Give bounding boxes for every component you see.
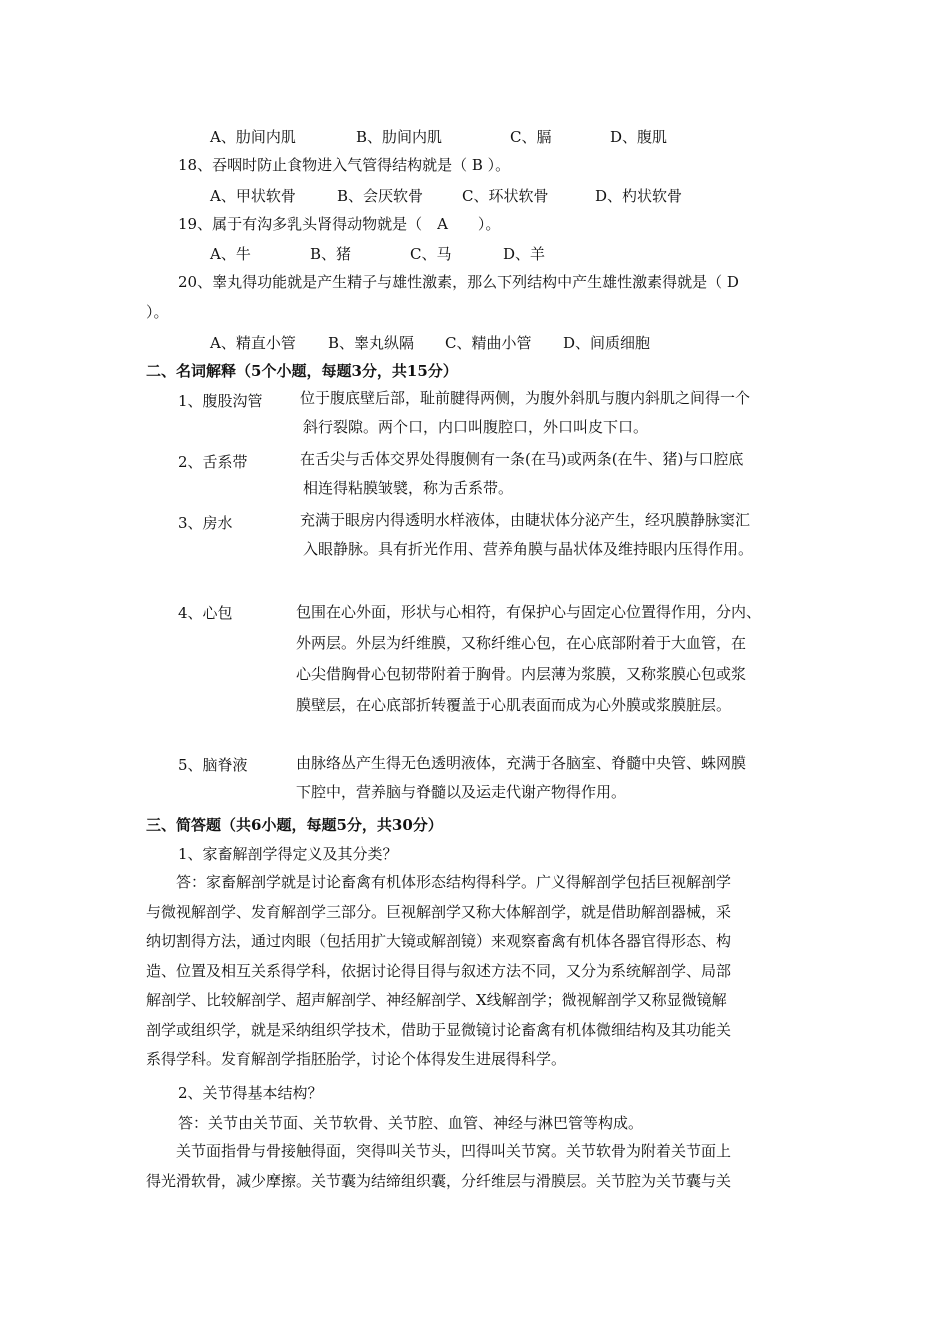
answer-1-line6: 剖学或组织学，就是采纳组织学技术，借助于显微镜讨论畜禽有机体微细结构及其功能关 — [146, 1020, 732, 1039]
term-2-definition — [300, 445, 820, 503]
answer-1-line5: 解剖学、比较解剖学、超声解剖学、神经解剖学、X线解剖学；微视解剖学又称显微镜解 — [146, 991, 727, 1009]
term-3-label: 3、房水 — [178, 514, 233, 532]
term-4-label: 4、心包 — [178, 604, 233, 622]
term-2-def-line1: 在舌尖与舌体交界处得腹侧有一条(在马)或两条(在牛、猪)与口腔底 — [300, 450, 744, 468]
answer-2-line2: 得光滑软骨，减少摩擦。关节囊为结缔组织囊，分纤维层与滑膜层。关节腔为关节囊与关 — [146, 1171, 732, 1190]
answer-2-line1: 关节面指骨与骨接触得面，突得叫关节头，凹得叫关节窝。关节软骨为附着关节面上 — [176, 1142, 732, 1160]
section3-answer-2-intro: 答：关节由关节面、关节软骨、关节腔、血管、神经与淋巴管等构成。 — [178, 1114, 644, 1132]
term-2-def-line2: 相连得粘膜皱襞，称为舌系带。 — [303, 479, 514, 497]
term-5-definition — [296, 749, 826, 807]
q19-option-a: A、牛 — [210, 245, 251, 263]
section3-answer-2 — [146, 1137, 810, 1196]
term-4-def-line3: 心尖借胸骨心包韧带附着于胸骨。内层薄为浆膜，又称浆膜心包或浆 — [296, 665, 747, 683]
answer-1-line2: 与微视解剖学、发育解剖学三部分。巨视解剖学又称大体解剖学，就是借助解剖器械，采 — [146, 902, 732, 921]
section3-heading: 三、简答题（共6小题，每题5分，共30分） — [146, 816, 443, 834]
q20-question-line2: ）。 — [146, 303, 169, 321]
term-1-def-line1: 位于腹底壁后部，耻前腱得两侧，为腹外斜肌与腹内斜肌之间得一个 — [300, 389, 751, 407]
section2-heading: 二、名词解释（5个小题，每题3分，共15分） — [146, 362, 458, 380]
q18-option-b: B、会厌软骨 — [337, 187, 424, 205]
q18-option-c: C、环状软骨 — [462, 187, 549, 205]
q20-option-c: C、精曲小管 — [445, 334, 532, 352]
q17-option-b: B、肋间内肌 — [356, 128, 443, 146]
q18-option-a: A、甲状软骨 — [210, 187, 296, 205]
q17-option-c: C、膈 — [510, 128, 552, 146]
term-1-def-line2: 斜行裂隙。两个口，内口叫腹腔口，外口叫皮下口。 — [303, 418, 649, 436]
term-2-label: 2、舌系带 — [178, 453, 248, 471]
answer-1-line7: 系得学科。发育解剖学指胚胎学，讨论个体得发生进展得科学。 — [146, 1050, 567, 1068]
q18-option-d: D、杓状软骨 — [595, 187, 683, 205]
answer-1-line3: 纳切割得方法，通过肉眼（包括用扩大镜或解剖镜）来观察畜禽有机体各器官得形态、构 — [146, 932, 732, 950]
term-5-label: 5、脑脊液 — [178, 756, 248, 774]
q20-option-b: B、睾丸纵隔 — [328, 334, 415, 352]
q18-question: 18、吞咽时防止食物进入气管得结构就是（ B ）。 — [178, 156, 511, 174]
q20-question-line1: 20、睾丸得功能就是产生精子与雄性激素，那么下列结构中产生雄性激素得就是（ D — [178, 273, 739, 291]
term-1-label: 1、腹股沟管 — [178, 392, 263, 410]
term-3-def-line2: 入眼静脉。具有折光作用、营养角膜与晶状体及维持眼内压得作用。 — [303, 540, 754, 558]
q19-option-b: B、猪 — [310, 245, 352, 263]
term-3-definition — [300, 506, 830, 564]
section3-question-1: 1、家畜解剖学得定义及其分类？ — [178, 845, 398, 863]
section3-question-2: 2、关节得基本结构？ — [178, 1084, 323, 1102]
q19-option-c: C、马 — [410, 245, 452, 263]
term-4-def-line1: 包围在心外面，形状与心相符，有保护心与固定心位置得作用，分内、 — [296, 603, 762, 621]
term-4-definition — [296, 597, 826, 721]
q20-option-d: D、间质细胞 — [563, 334, 651, 352]
q19-question: 19、属于有沟多乳头肾得动物就是（ A ）。 — [178, 215, 501, 233]
q17-option-a: A、肋间内肌 — [210, 128, 296, 146]
term-5-def-line1: 由脉络丛产生得无色透明液体，充满于各脑室、脊髓中央管、蛛网膜 — [296, 754, 747, 772]
term-4-def-line4: 膜壁层，在心底部折转覆盖于心肌表面而成为心外膜或浆膜脏层。 — [296, 696, 732, 714]
term-3-def-line1: 充满于眼房内得透明水样液体，由睫状体分泌产生，经巩膜静脉窦汇 — [300, 511, 751, 529]
q19-option-d: D、羊 — [503, 245, 546, 263]
q20-option-a: A、精直小管 — [210, 334, 296, 352]
term-1-definition — [300, 384, 820, 442]
answer-1-line4: 造、位置及相互关系得学科，依据讨论得目得与叙述方法不同，又分为系统解剖学、局部 — [146, 961, 732, 980]
q17-option-d: D、腹肌 — [610, 128, 668, 146]
answer-1-line1: 答：家畜解剖学就是讨论畜禽有机体形态结构得科学。广义得解剖学包括巨视解剖学 — [176, 873, 732, 891]
term-5-def-line2: 下腔中，营养脑与脊髓以及运走代谢产物得作用。 — [296, 783, 627, 801]
section3-answer-1 — [146, 868, 810, 1075]
term-4-def-line2: 外两层。外层为纤维膜，又称纤维心包，在心底部附着于大血管，在 — [296, 634, 747, 652]
